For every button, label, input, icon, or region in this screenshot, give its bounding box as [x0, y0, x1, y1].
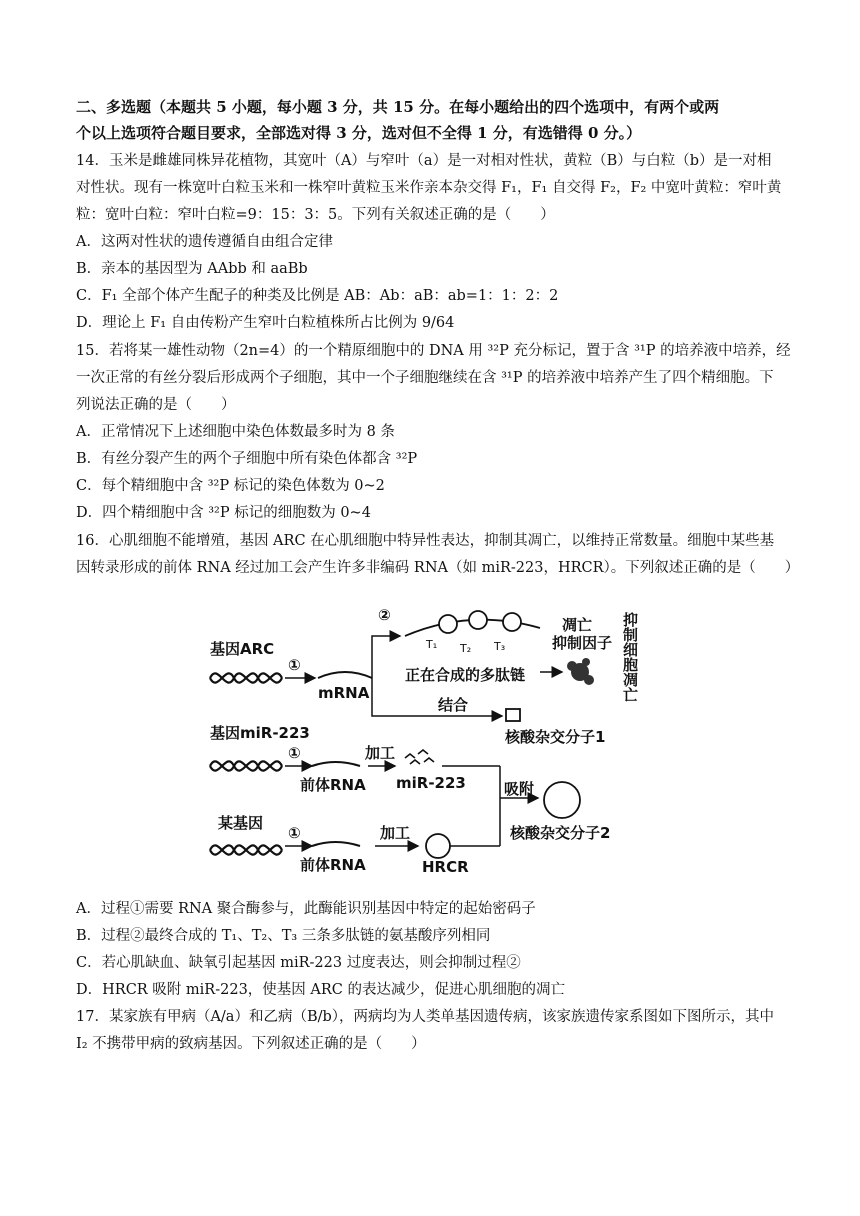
hybrid-2-icon	[544, 782, 580, 818]
q14-option-a: A．这两对性状的遗传遵循自由组合定律	[76, 234, 333, 250]
q16-option-d: D．HRCR 吸附 miR-223，使基因 ARC 的表达减少，促进心肌细胞的凋亡	[76, 982, 565, 998]
q16-option-b: B．过程②最终合成的 T₁、T₂、T₃ 三条多肽链的氨基酸序列相同	[76, 928, 491, 944]
q17-stem-line-1: 17．某家族有甲病（A/a）和乙病（B/b），两病均为人类单基因遗传病，该家族遗传家系图如下图所示，其中	[76, 1009, 775, 1025]
gene-arc-label: 基因ARC	[210, 640, 275, 658]
q15-stem-line-3: 列说法正确的是（ ）	[76, 397, 236, 413]
gene-mir223-label: 基因miR-223	[210, 724, 310, 742]
q15-option-d: D．四个精细胞中含 ³²P 标记的细胞数为 0~4	[76, 505, 371, 521]
mrna-strand	[318, 672, 372, 678]
t3-label: T₃	[494, 640, 506, 653]
gene-expression-diagram	[200, 598, 660, 883]
t1-label: T₁	[426, 638, 438, 651]
dna-helix-icon	[210, 673, 282, 682]
hybrid-1-icon	[506, 709, 520, 721]
q14-option-c: C．F₁ 全部个体产生配子的种类及比例是 AB：Ab：aB：ab=1：1：2：2	[76, 288, 559, 304]
q14-stem-line-3: 粒：宽叶白粒：窄叶白粒=9：15：3：5。下列有关叙述正确的是（ ）	[76, 207, 555, 223]
hybrid-2-label: 核酸杂交分子2	[510, 824, 611, 842]
inhibitor-label-2: 抑制因子	[552, 634, 613, 652]
mrna-label: mRNA	[318, 684, 370, 702]
q17-stem-line-2: I₂ 不携带甲病的致病基因。下列叙述正确的是（ ）	[76, 1036, 426, 1052]
q15-option-b: B．有丝分裂产生的两个子细胞中所有染色体都含 ³²P	[76, 451, 418, 467]
section-title-line-2: 个以上选项符合题目要求，全部选对得 3 分，选对但不全得 1 分，有选错得 0 分。）	[76, 124, 642, 142]
mir223-label: miR-223	[396, 774, 466, 792]
adsorb-label: 吸附	[504, 780, 535, 798]
step-1-marker-other: ①	[288, 824, 301, 842]
q16-option-c: C．若心肌缺血、缺氧引起基因 miR-223 过度表达，则会抑制过程②	[76, 955, 521, 971]
pre-rna-label-1: 前体RNA	[300, 776, 366, 794]
bind-label: 结合	[438, 696, 469, 714]
inhibit-apoptosis-label: 抑制细胞凋亡	[621, 612, 639, 702]
q14-stem-line-2: 对性状。现有一株宽叶白粒玉米和一株窄叶黄粒玉米作亲本杂交得 F₁，F₁ 自交得 F₂，F₂ 中宽叶黄粒：窄叶黄	[76, 180, 782, 196]
polypeptide-label: 正在合成的多肽链	[405, 666, 526, 684]
q15-option-c: C．每个精细胞中含 ³²P 标记的染色体数为 0~2	[76, 478, 385, 494]
q16-stem-line-1: 16．心肌细胞不能增殖，基因 ARC 在心肌细胞中特异性表达，抑制其凋亡，以维持正常数量。细胞中某些基	[76, 533, 775, 549]
q16-option-a: A．过程①需要 RNA 聚合酶参与，此酶能识别基因中特定的起始密码子	[76, 901, 536, 917]
q16-stem-line-2: 因转录形成的前体 RNA 经过加工会产生许多非编码 RNA（如 miR-223，HRCR）。下列叙述正确的是（ ）	[76, 560, 800, 576]
dna-helix-icon	[210, 845, 282, 854]
ribosome-icon	[439, 611, 521, 633]
hybrid-1-label: 核酸杂交分子1	[505, 728, 606, 746]
gene-other-label: 某基因	[218, 814, 264, 832]
step-2-marker: ②	[378, 606, 391, 624]
q15-stem-line-1: 15．若将某一雄性动物（2n=4）的一个精原细胞中的 DNA 用 ³²P 充分标记，置于含 ³¹P 的培养液中培养，经	[76, 343, 791, 359]
q14-option-b: B．亲本的基因型为 AAbb 和 aaBb	[76, 261, 308, 277]
section-title-line-1: 二、多选题（本题共 5 小题，每小题 3 分，共 15 分。在每小题给出的四个选项中，有两个或两	[76, 98, 720, 116]
hrcr-circle-icon	[426, 834, 450, 858]
pre-rna-label-2: 前体RNA	[300, 856, 366, 874]
t2-label: T₂	[460, 642, 472, 655]
mirna-fragments-icon	[405, 750, 434, 764]
inhibitor-label-1: 凋亡	[562, 616, 593, 634]
q14-option-d: D．理论上 F₁ 自由传粉产生窄叶白粒植株所占比例为 9/64	[76, 315, 455, 331]
q14-stem-line-1: 14．玉米是雌雄同株异花植物，其宽叶（A）与窄叶（a）是一对相对性状，黄粒（B）与白粒（b）是一对相	[76, 153, 772, 169]
hrcr-label: HRCR	[422, 858, 469, 876]
q15-option-a: A．正常情况下上述细胞中染色体数最多时为 8 条	[76, 424, 395, 440]
dna-helix-icon	[210, 761, 282, 770]
step-1-marker: ①	[288, 656, 301, 674]
step-1-marker-mir: ①	[288, 744, 301, 762]
process-label-2: 加工	[380, 824, 411, 842]
q15-stem-line-2: 一次正常的有丝分裂后形成两个子细胞，其中一个子细胞继续在含 ³¹P 的培养液中培养产生了四个精细胞。下	[76, 370, 774, 386]
process-label-1: 加工	[365, 744, 396, 762]
protein-blob-icon	[567, 658, 594, 685]
